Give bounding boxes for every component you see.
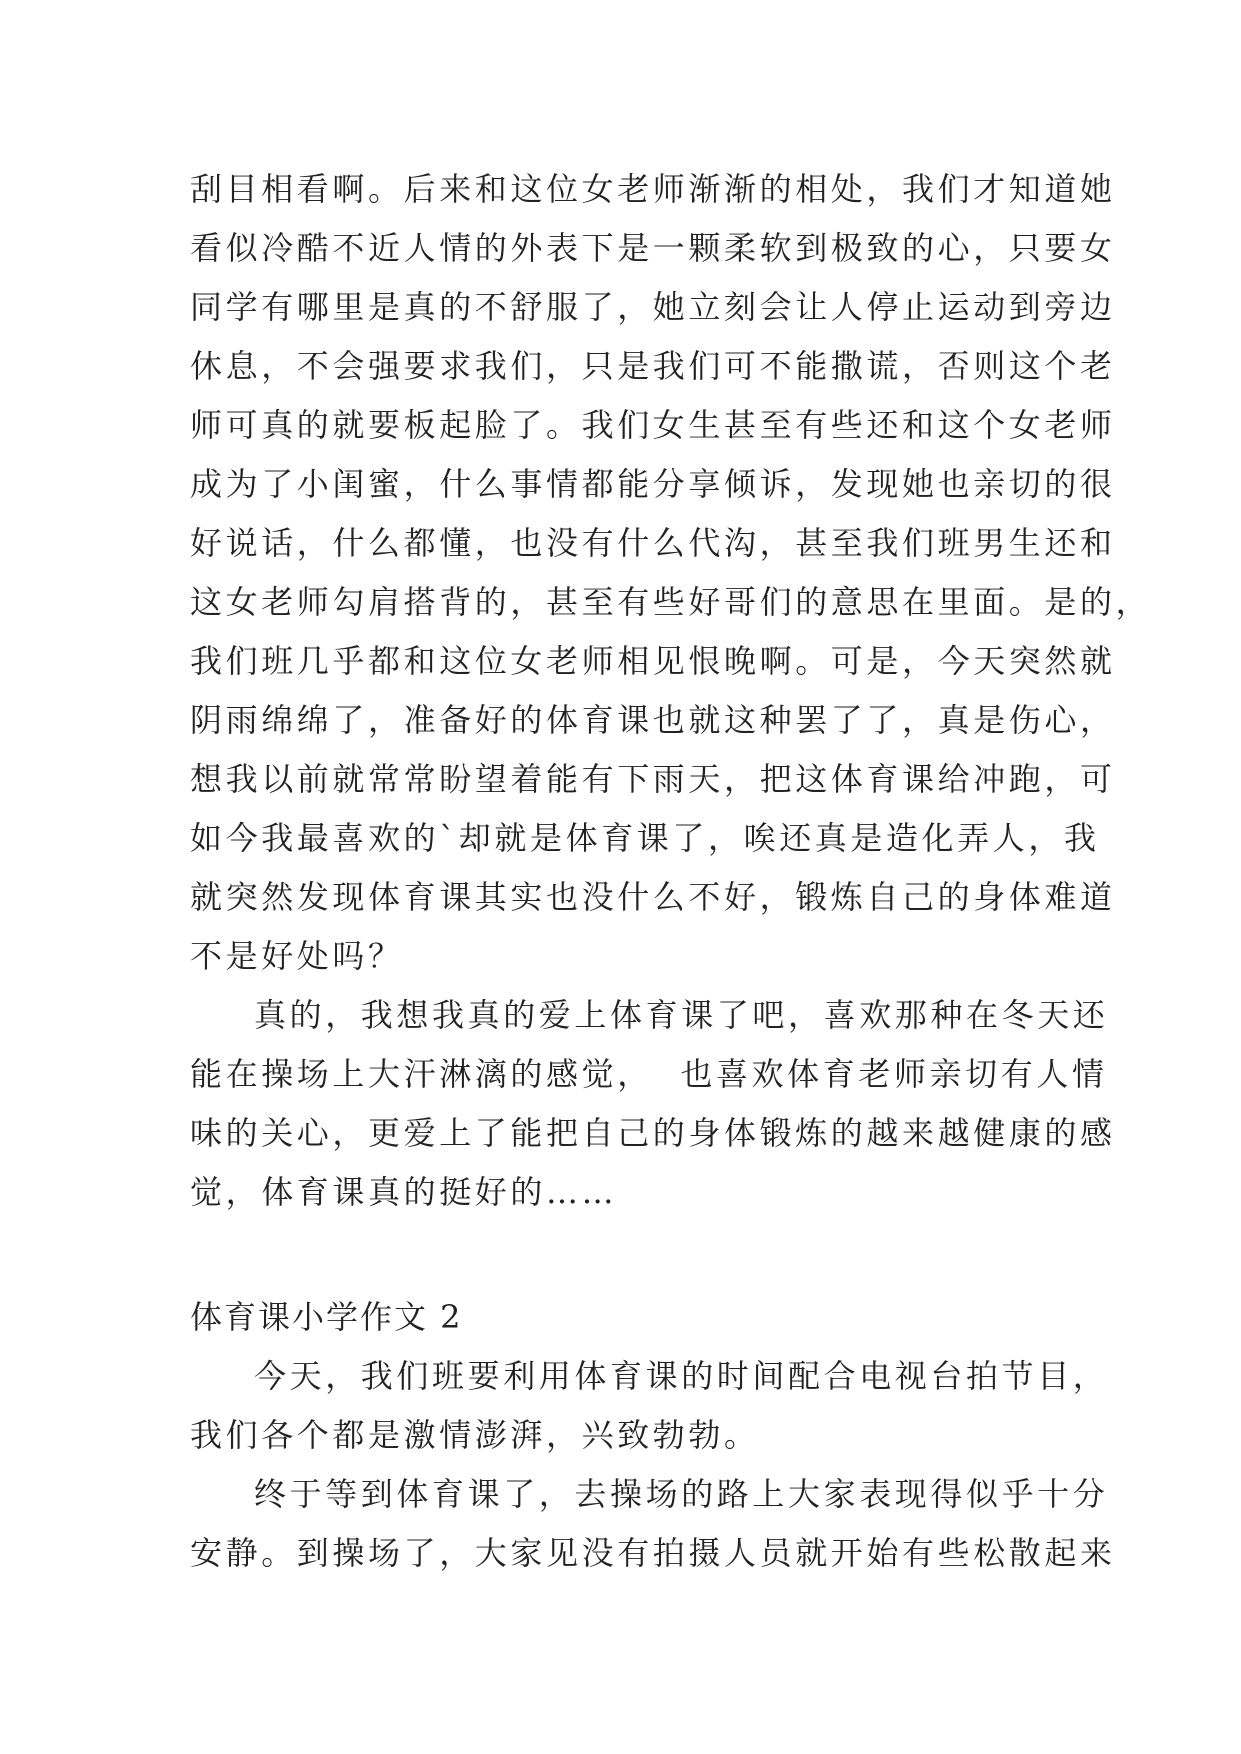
text-line: 就突然发现体育课其实也没什么不好，锻炼自己的身体难道 [190, 878, 1116, 916]
text-line: 能在操场上大汗淋漓的感觉， 也喜欢体育老师亲切有人情 [190, 1055, 1108, 1093]
text-line: 安静。到操场了，大家见没有拍摄人员就开始有些松散起来 [190, 1534, 1116, 1572]
essay1-paragraph [190, 986, 1116, 1222]
text-line: 今天，我们班要利用体育课的时间配合电视台拍节目， [254, 1357, 1109, 1395]
essay2-paragraph [190, 1347, 1109, 1465]
text-line: 味的关心，更爱上了能把自己的身体锻炼的越来越健康的感 [190, 1114, 1116, 1152]
text-line: 终于等到体育课了，去操场的路上大家表现得似乎十分 [254, 1475, 1109, 1513]
text-line: 我们班几乎都和这位女老师相见恨晚啊。可是，今天突然就 [190, 642, 1116, 680]
text-line: 看似冷酷不近人情的外表下是一颗柔软到极致的心，只要女 [190, 229, 1116, 267]
document-body [190, 160, 1152, 1583]
essay-title: 体育课小学作文 2 [190, 1298, 463, 1336]
text-line: 师可真的就要板起脸了。我们女生甚至有些还和这个女老师 [190, 406, 1116, 444]
text-line: 这女老师勾肩搭背的，甚至有些好哥们的意思在里面。是的， [190, 583, 1152, 621]
text-line: 想我以前就常常盼望着能有下雨天，把这体育课给冲跑，可 [190, 760, 1116, 798]
section-gap [190, 1222, 1070, 1288]
essay1-paragraph [190, 160, 1152, 986]
text-line: 觉，体育课真的挺好的…… [190, 1173, 618, 1211]
text-line: 好说话，什么都懂，也没有什么代沟，甚至我们班男生还和 [190, 524, 1116, 562]
text-line: 我们各个都是激情澎湃，兴致勃勃。 [190, 1416, 760, 1454]
essay2-paragraph [190, 1465, 1116, 1583]
text-line: 同学有哪里是真的不舒服了，她立刻会让人停止运动到旁边 [190, 288, 1116, 326]
text-line: 不是好处吗？ [190, 937, 404, 975]
text-line: 刮目相看啊。后来和这位女老师渐渐的相处，我们才知道她 [190, 170, 1116, 208]
text-line: 休息，不会强要求我们，只是我们可不能撒谎，否则这个老 [190, 347, 1116, 385]
text-line: 阴雨绵绵了，准备好的体育课也就这种罢了了，真是伤心， [190, 701, 1116, 739]
text-line: 真的，我想我真的爱上体育课了吧，喜欢那种在冬天还 [254, 996, 1109, 1034]
text-line: 成为了小闺蜜，什么事情都能分享倾诉，发现她也亲切的很 [190, 465, 1116, 503]
text-line: 如今我最喜欢的`却就是体育课了，唉还真是造化弄人，我 [190, 819, 1100, 857]
